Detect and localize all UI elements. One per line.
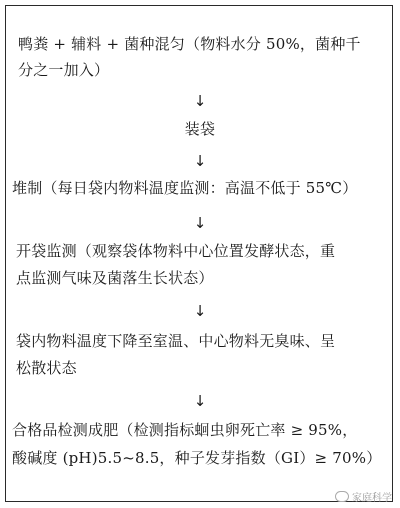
flow-arrow-2: ↓ [193,152,207,170]
wechat-icon [335,491,349,502]
step-5-line-1: 袋内物料温度下降至室温、中心物料无臭味、呈 [16,332,336,350]
step-6-line-1: 合格品检测成肥（检测指标蛔虫卵死亡率 ≥ 95%， [12,421,358,439]
step-6-line-2: 酸碱度 (pH)5.5~8.5，种子发芽指数（GI）≥ 70%） [12,449,382,467]
step-4-line-2: 点监测气味及菌落生长状态） [16,269,214,287]
watermark [335,489,392,504]
step-2-line-1: 装袋 [184,120,216,138]
step-3-line-1: 堆制（每日袋内物料温度监测：高温不低于 55℃） [12,179,358,197]
step-5-line-2: 松散状态 [16,359,77,377]
flow-arrow-5: ↓ [193,392,207,410]
step-1-line-2: 分之一加入） [18,61,110,79]
step-4-line-1: 开袋监测（观察袋体物料中心位置发酵状态，重 [16,242,336,260]
watermark-text: 家庭科学 [352,493,392,504]
step-1-line-1: 鸭粪 + 辅料 + 菌种混匀（物料水分 50%，菌种千 [18,35,361,53]
flow-arrow-1: ↓ [193,92,207,110]
flow-arrow-3: ↓ [193,214,207,232]
flow-arrow-4: ↓ [193,302,207,320]
flowchart-frame [5,5,393,502]
